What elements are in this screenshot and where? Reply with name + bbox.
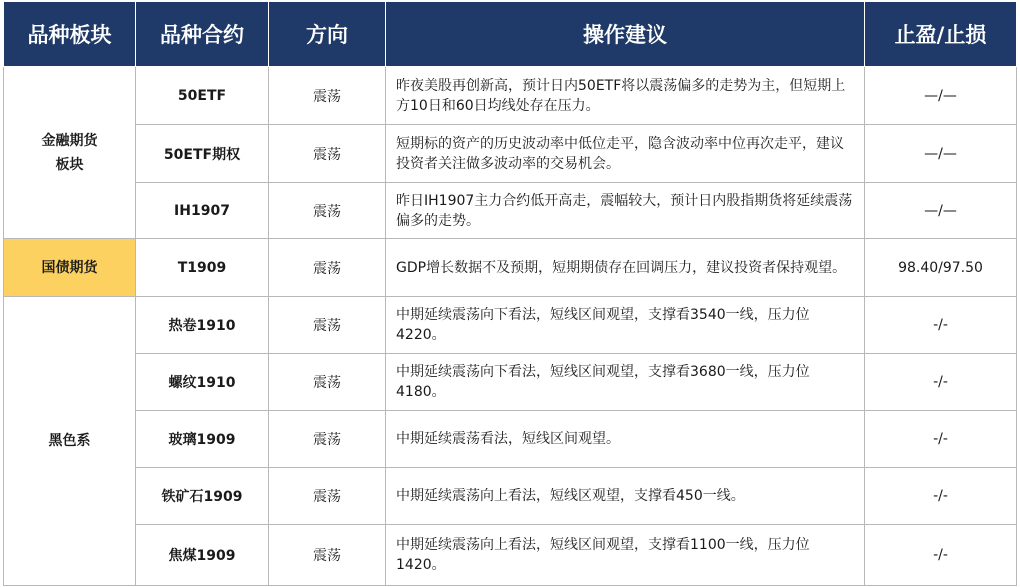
direction-cell: 震荡 [269, 468, 386, 525]
stop-cell: -/- [865, 468, 1017, 525]
advice-cell: 中期延续震荡看法，短线区间观望。 [386, 411, 865, 468]
sector-black: 黑色系 [4, 297, 136, 586]
table-row [4, 468, 1017, 525]
sector-financial: 金融期货 板块 [4, 67, 136, 239]
stop-cell: -/- [865, 411, 1017, 468]
table-row [4, 183, 1017, 239]
advice-cell: 中期延续震荡向下看法，短线区间观望，支撑看3540一线，压力位4220。 [386, 297, 865, 354]
contract-cell: 50ETF [136, 67, 269, 125]
direction-cell: 震荡 [269, 525, 386, 586]
advice-cell: 昨夜美股再创新高，预计日内50ETF将以震荡偏多的走势为主，但短期上方10日和60日均线处存在压力。 [386, 67, 865, 125]
table-row [4, 67, 1017, 125]
stop-cell: -/- [865, 354, 1017, 411]
table-row [4, 525, 1017, 586]
direction-cell: 震荡 [269, 354, 386, 411]
direction-cell: 震荡 [269, 67, 386, 125]
advice-cell: 中期延续震荡向下看法，短线区间观望，支撑看3680一线，压力位4180。 [386, 354, 865, 411]
direction-cell: 震荡 [269, 183, 386, 239]
table-row [4, 297, 1017, 354]
trading-advice-table [3, 2, 1017, 586]
header-direction: 方向 [269, 2, 386, 67]
sector-bond: 国债期货 [4, 239, 136, 297]
header-row [4, 2, 1017, 67]
contract-cell: 热卷1910 [136, 297, 269, 354]
contract-cell: 螺纹1910 [136, 354, 269, 411]
contract-cell: 50ETF期权 [136, 125, 269, 183]
contract-cell: T1909 [136, 239, 269, 297]
advice-cell: GDP增长数据不及预期，短期期债存在回调压力，建议投资者保持观望。 [386, 239, 865, 297]
table-row [4, 411, 1017, 468]
contract-cell: 玻璃1909 [136, 411, 269, 468]
direction-cell: 震荡 [269, 411, 386, 468]
header-advice: 操作建议 [386, 2, 865, 67]
direction-cell: 震荡 [269, 239, 386, 297]
table-row [4, 125, 1017, 183]
stop-cell: —/— [865, 183, 1017, 239]
table-row [4, 354, 1017, 411]
advice-cell: 中期延续震荡向上看法，短线区间观望，支撑看1100一线，压力位1420。 [386, 525, 865, 586]
stop-cell: 98.40/97.50 [865, 239, 1017, 297]
stop-cell: -/- [865, 297, 1017, 354]
advice-cell: 昨日IH1907主力合约低开高走，震幅较大，预计日内股指期货将延续震荡偏多的走势。 [386, 183, 865, 239]
advice-cell: 短期标的资产的历史波动率中低位走平，隐含波动率中位再次走平，建议投资者关注做多波动率的交易机会。 [386, 125, 865, 183]
stop-cell: —/— [865, 67, 1017, 125]
contract-cell: IH1907 [136, 183, 269, 239]
header-sector: 品种板块 [4, 2, 136, 67]
stop-cell: —/— [865, 125, 1017, 183]
header-stop: 止盈/止损 [865, 2, 1017, 67]
header-contract: 品种合约 [136, 2, 269, 67]
table-row [4, 239, 1017, 297]
stop-cell: -/- [865, 525, 1017, 586]
direction-cell: 震荡 [269, 125, 386, 183]
direction-cell: 震荡 [269, 297, 386, 354]
contract-cell: 焦煤1909 [136, 525, 269, 586]
contract-cell: 铁矿石1909 [136, 468, 269, 525]
advice-cell: 中期延续震荡向上看法，短线区观望，支撑看450一线。 [386, 468, 865, 525]
